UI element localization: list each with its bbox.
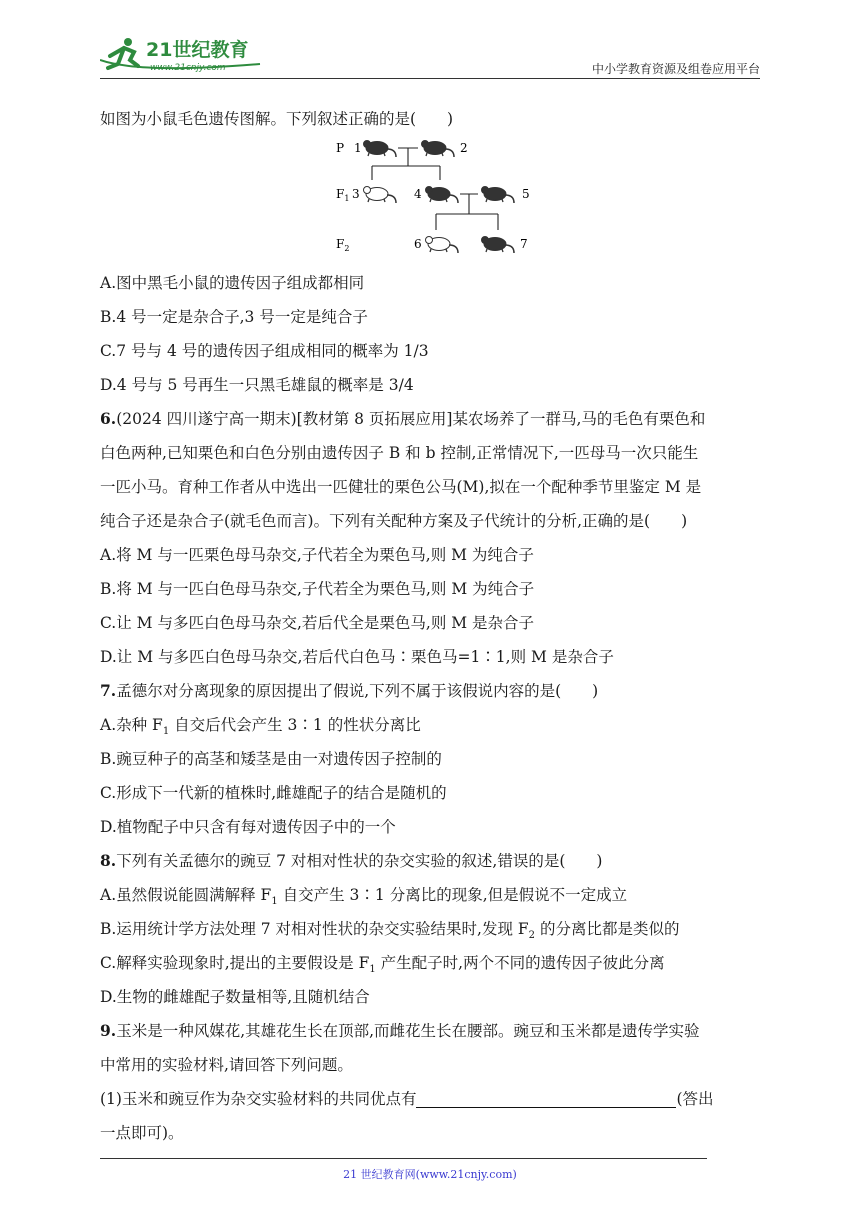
- white-mouse-3-icon: [364, 187, 397, 204]
- page-header: [100, 30, 760, 80]
- q6-option-b: B.将 M 与一匹白色母马杂交,子代若全为栗色马,则 M 为纯合子: [100, 580, 535, 598]
- q5-option-a: A.图中黑毛小鼠的遗传因子组成都相同: [100, 274, 365, 292]
- q6-stem-line-4: 纯合子还是杂合子(就毛色而言)。下列有关配种方案及子代统计的分析,正确的是( ): [100, 512, 688, 530]
- q6-option-d: D.让 M 与多匹白色母马杂交,若后代白色马∶栗色马=1∶1,则 M 是杂合子: [100, 648, 614, 666]
- q8-option-d: D.生物的雌雄配子数量相等,且随机结合: [100, 988, 370, 1006]
- q6-option-c: C.让 M 与多匹白色母马杂交,若后代全是栗色马,则 M 是杂合子: [100, 614, 535, 632]
- mouse-number-3: 3: [352, 187, 360, 201]
- mouse-number-5: 5: [522, 187, 530, 201]
- q9-sub-question-1: (1)玉米和豌豆作为杂交实验材料的共同优点有 (答出: [100, 1082, 764, 1116]
- q7-option-d: D.植物配子中只含有每对遗传因子中的一个: [100, 818, 396, 836]
- q5-option-b: B.4 号一定是杂合子,3 号一定是纯合子: [100, 308, 368, 326]
- q9-stem-line-1: 9.玉米是一种风媒花,其雄花生长在顶部,而雌花生长在腰部。豌豆和玉米都是遗传学实验: [100, 1021, 700, 1040]
- black-mouse-4-icon: [426, 187, 459, 204]
- q8-option-a: A.虽然假说能圆满解释 $F_1$ 自交产生 3∶1 分离比的现象,但是假说不一定成立: [100, 886, 628, 908]
- q6-stem-line-1: 6.(2024 四川遂宁高一期末)[教材第 8 页拓展应用]某农场养了一群马,马的毛色有栗色和: [100, 409, 706, 428]
- q8-number: 8.: [100, 851, 117, 870]
- svg-text:21世纪教育: 21世纪教育: [146, 39, 249, 61]
- gen-label-p: P: [336, 141, 345, 155]
- q7-option-c: C.形成下一代新的植株时,雌雄配子的结合是随机的: [100, 784, 447, 802]
- black-mouse-7-icon: [482, 237, 515, 254]
- q6-stem-line-2: 白色两种,已知栗色和白色分别由遗传因子 B 和 b 控制,正常情况下,一匹母马一次只能生: [100, 444, 699, 462]
- q9-number: 9.: [100, 1021, 117, 1040]
- q5-option-d: D.4 号与 5 号再生一只黑毛雄鼠的概率是 3/4: [100, 376, 414, 394]
- svg-text:www.21cnjy.com: www.21cnjy.com: [150, 63, 226, 73]
- q7-option-a: A.杂种 $F_1$ 自交后代会产生 3∶1 的性状分离比: [100, 716, 421, 738]
- logo: [100, 34, 270, 74]
- q8-option-b: B.运用统计学方法处理 7 对相对性状的杂交实验结果时,发现 $F_2$ 的分离比都是类似的: [100, 920, 680, 942]
- mouse-number-4: 4: [414, 187, 422, 201]
- mouse-number-7: 7: [520, 237, 528, 251]
- q9-sub-question-1-cont: 一点即可)。: [100, 1124, 184, 1142]
- site-title: 中小学教育资源及组卷应用平台: [591, 62, 760, 76]
- gen-label-f2: $F_2$: [336, 237, 350, 253]
- page-footer: 21 世纪教育网(www.21cnjy.com): [343, 1168, 517, 1181]
- footer-divider: [100, 1158, 707, 1159]
- white-mouse-6-icon: [426, 237, 459, 254]
- q7-number: 7.: [100, 681, 117, 700]
- mouse-number-1: 1: [354, 141, 362, 155]
- black-mouse-1-icon: [364, 141, 397, 158]
- q7-stem: 7.孟德尔对分离现象的原因提出了假说,下列不属于该假说内容的是( ): [100, 681, 599, 700]
- answer-blank[interactable]: [416, 1087, 676, 1108]
- q6-option-a: A.将 M 与一匹栗色母马杂交,子代若全为栗色马,则 M 为纯合子: [100, 546, 534, 564]
- black-mouse-5-icon: [482, 187, 515, 204]
- q7-option-b: B.豌豆种子的高茎和矮茎是由一对遗传因子控制的: [100, 750, 442, 768]
- question-content: [100, 102, 764, 1150]
- mouse-number-6: 6: [414, 237, 422, 251]
- q5-option-c: C.7 号与 4 号的遗传因子组成相同的概率为 1/3: [100, 342, 429, 360]
- q6-number: 6.: [100, 409, 117, 428]
- q9-stem-line-2: 中常用的实验材料,请回答下列问题。: [100, 1056, 353, 1074]
- q8-option-c: C.解释实验现象时,提出的主要假设是 $F_1$ 产生配子时,两个不同的遗传因子彼此分离: [100, 954, 665, 976]
- gen-label-f1: $F_1$: [336, 187, 350, 203]
- q6-stem-line-3: 一匹小马。育种工作者从中选出一匹健壮的栗色公马(M),拟在一个配种季节里鉴定 M 是: [100, 478, 702, 496]
- mouse-number-2: 2: [460, 141, 468, 155]
- q5-stem: 如图为小鼠毛色遗传图解。下列叙述正确的是( ): [100, 110, 454, 128]
- header-divider: [100, 78, 760, 79]
- black-mouse-2-icon: [422, 141, 455, 158]
- inheritance-diagram: [100, 136, 764, 262]
- q8-stem: 8.下列有关孟德尔的豌豆 7 对相对性状的杂交实验的叙述,错误的是( ): [100, 851, 603, 870]
